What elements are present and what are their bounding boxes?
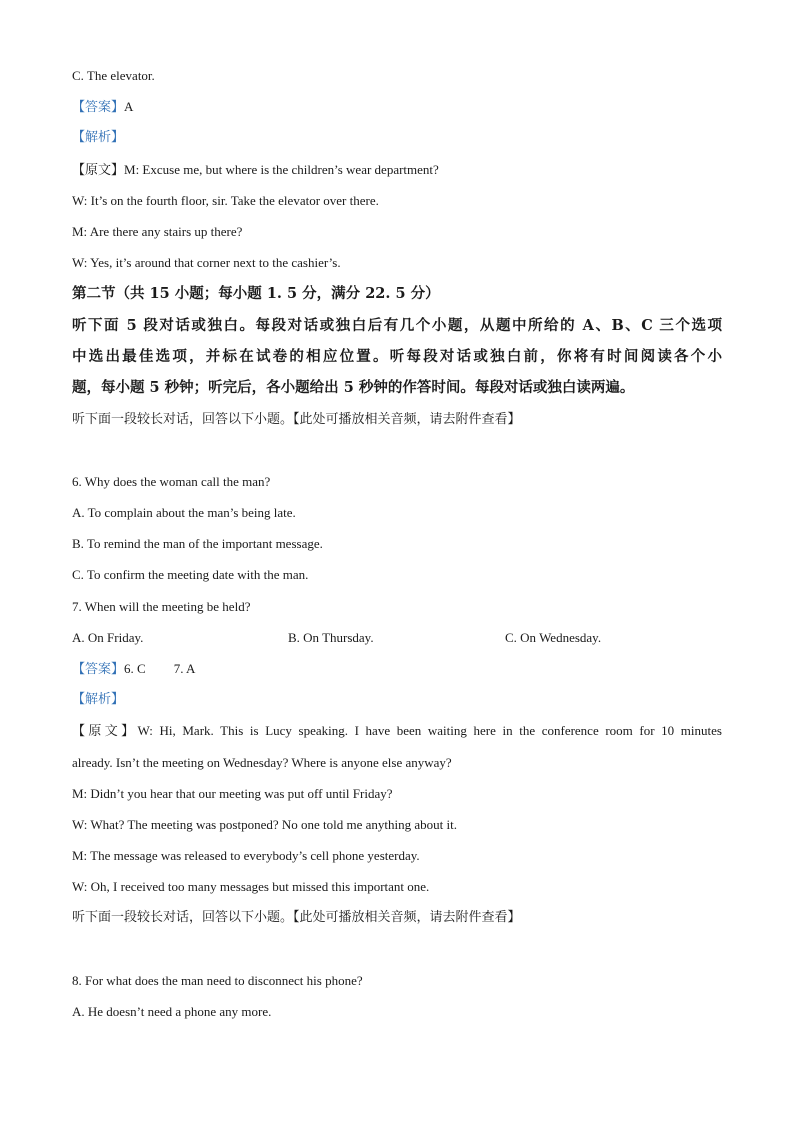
transcript-text: W: Hi, Mark. This is Lucy speaking. I have been waiting here in the conference room for 10 minutes [137, 723, 722, 738]
analysis-tag: 【解析】 [72, 692, 125, 707]
question-8-stem: 8. For what does the man need to disconnect his phone? [72, 973, 363, 988]
instructions-line: 听下面 5 段对话或独白。每段对话或独白后有几个小题，从题中所给的 A、B、C 三个选项 [72, 317, 722, 334]
original-tag: 【原文】 [72, 163, 125, 178]
transcript-line: W: Yes, it’s around that corner next to the cashier’s. [72, 255, 341, 270]
answer-7: 7. A [173, 661, 196, 676]
answer-value: A [124, 99, 134, 114]
question-6-option-c: C. To confirm the meeting date with the man. [72, 567, 309, 582]
section-heading: 第二节（共 15 小题；每小题 1. 5 分，满分 22. 5 分） [72, 285, 440, 302]
question-8-option-a: A. He doesn’t need a phone any more. [72, 1004, 272, 1019]
transcript-line [72, 161, 439, 180]
original-tag: 【原文】 [72, 724, 138, 739]
answer-tag: 【答案】 [72, 662, 125, 677]
transcript-line: W: Oh, I received too many messages but missed this important one. [72, 879, 430, 894]
transcript-line: W: What? The meeting was postponed? No one told me anything about it. [72, 817, 457, 832]
transcript-paragraph-line: already. Isn’t the meeting on Wednesday? Where is anyone else anyway? [72, 755, 452, 770]
question-7-option-c: C. On Wednesday. [505, 630, 602, 645]
question-7-stem: 7. When will the meeting be held? [72, 599, 251, 614]
transcript-text: M: Excuse me, but where is the children’s wear department? [124, 162, 439, 177]
transcript-line: W: It’s on the fourth floor, sir. Take the elevator over there. [72, 193, 379, 208]
instructions-line: 题，每小题 5 秒钟；听完后，各小题给出 5 秒钟的作答时间。每段对话或独白读两遍。 [72, 379, 635, 396]
question-7-option-b: B. On Thursday. [288, 630, 374, 645]
answer-tag: 【答案】 [72, 100, 125, 115]
transcript-line: M: Didn’t you hear that our meeting was put off until Friday? [72, 786, 393, 801]
instructions-line: 中选出最佳选项，并标在试卷的相应位置。听每段对话或独白前，你将有时间阅读各个小 [72, 348, 722, 365]
transcript-paragraph-line [72, 722, 722, 741]
transcript-line: M: The message was released to everybody’s cell phone yesterday. [72, 848, 420, 863]
analysis-tag: 【解析】 [72, 130, 125, 145]
answer-line [72, 660, 195, 679]
transcript-line: M: Are there any stairs up there? [72, 224, 243, 239]
question-6-option-a: A. To complain about the man’s being late. [72, 505, 296, 520]
answer-6: 6. C [124, 661, 146, 676]
question-7-option-a: A. On Friday. [72, 630, 144, 645]
listen-prompt: 听下面一段较长对话，回答以下小题。【此处可播放相关音频，请去附件查看】 [72, 412, 521, 427]
listen-prompt: 听下面一段较长对话，回答以下小题。【此处可播放相关音频，请去附件查看】 [72, 910, 521, 925]
q5-option-c: C. The elevator. [72, 68, 155, 83]
question-6-stem: 6. Why does the woman call the man? [72, 474, 271, 489]
answer-line [72, 98, 133, 117]
question-6-option-b: B. To remind the man of the important message. [72, 536, 323, 551]
